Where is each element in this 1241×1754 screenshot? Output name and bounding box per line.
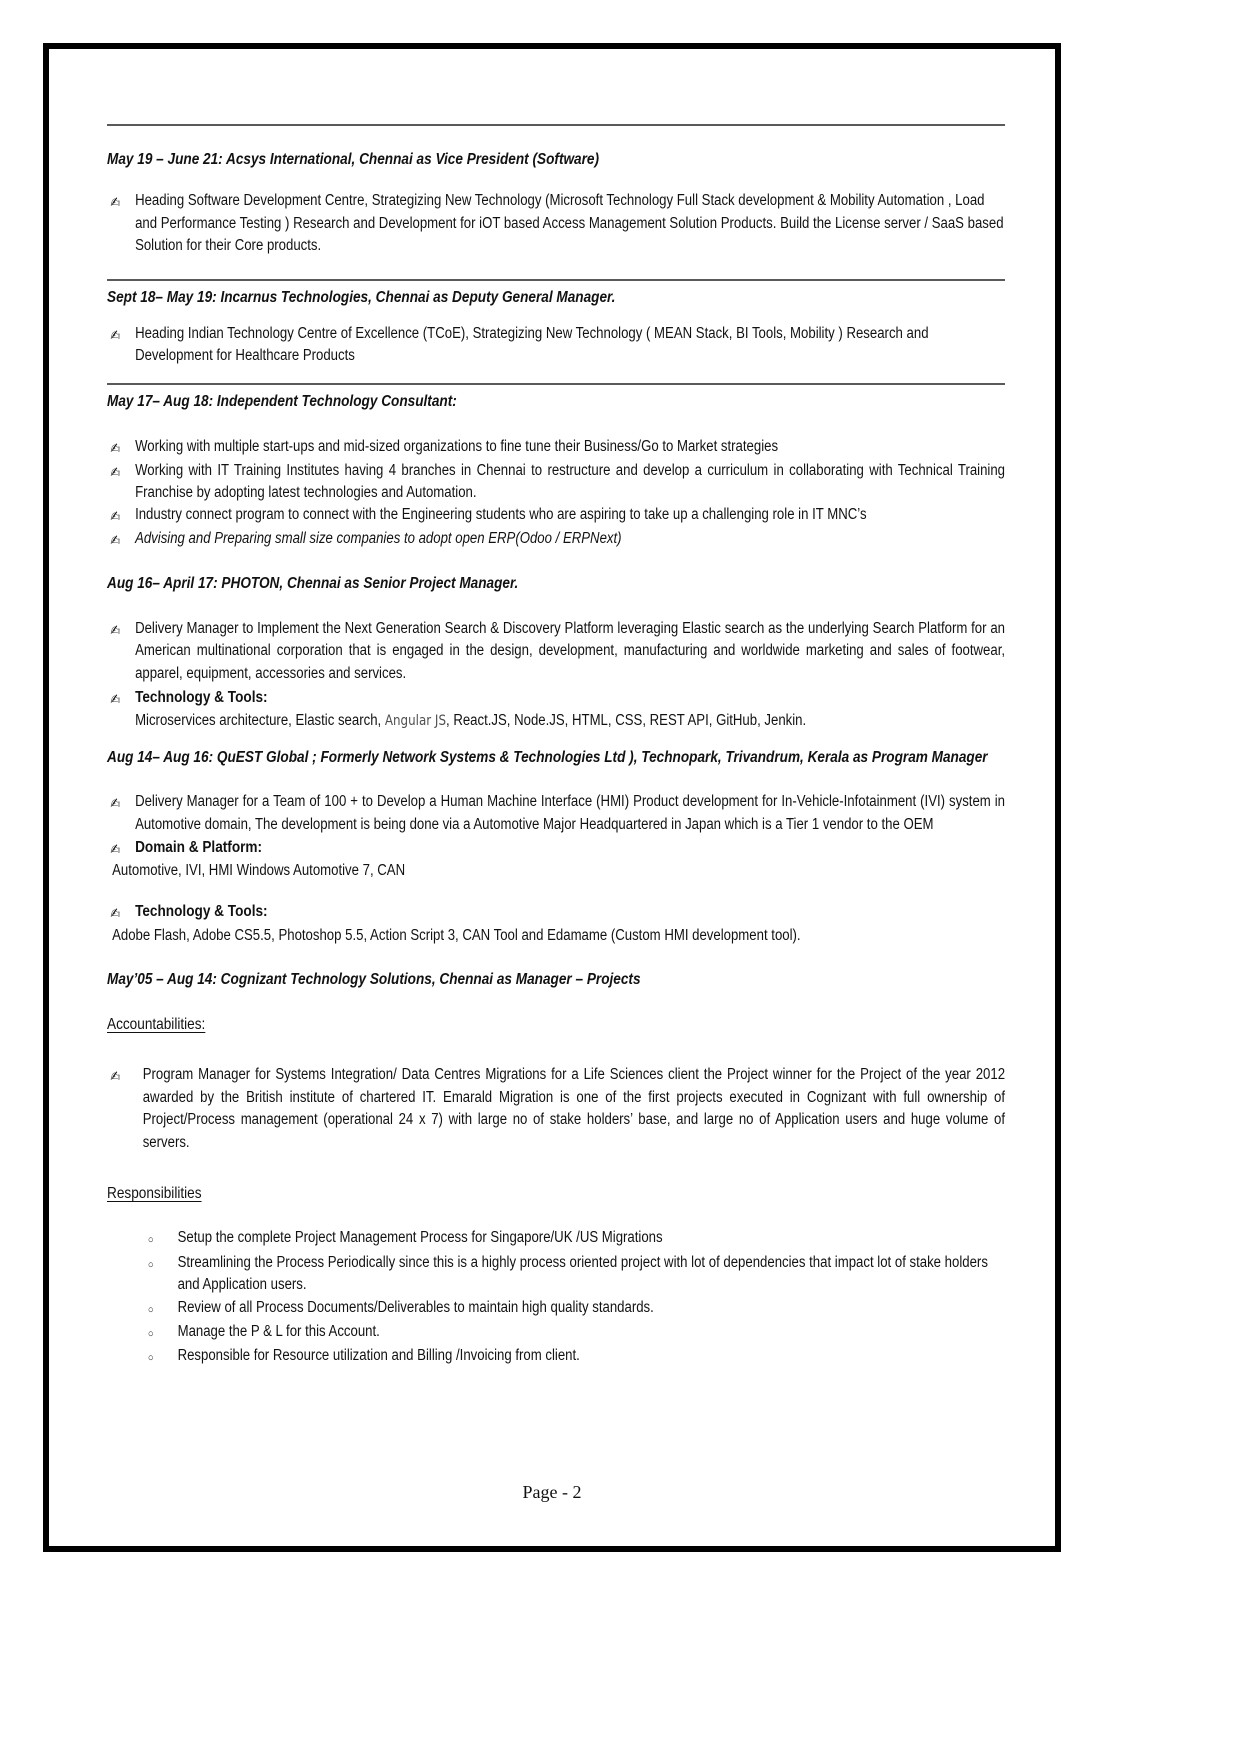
tech-tools-label: Technology & Tools: — [135, 688, 268, 706]
hand-bullet-icon: ✍ — [110, 795, 121, 812]
list-item — [107, 1345, 1005, 1369]
section-rule — [107, 383, 1005, 385]
bullet-item — [107, 528, 1005, 551]
accountabilities-label: Accountabilities: — [107, 1015, 206, 1033]
bullet-item — [107, 901, 1005, 924]
circle-bullet-icon: ○ — [147, 1303, 154, 1316]
job-title-photon: Aug 16– April 17: PHOTON, Chennai as Senior Project Manager. — [107, 575, 519, 593]
bullet-item — [107, 504, 1005, 527]
list-item-text: Responsible for Resource utilization and Billing /Invoicing from client. — [177, 1347, 580, 1365]
bullet-item — [107, 436, 1005, 459]
tech-tools-line — [107, 710, 1005, 732]
bullet-text: Delivery Manager for a Team of 100 + to Develop a Human Machine Interface (HMI) Product development for In-Vehicle-Infotainment (IVI) system in Automotive domain, The development is being done via a Automotive Major Headquartered in Japan which is a Tier 1 vendor to the OEM — [135, 793, 1006, 833]
responsibilities-label: Responsibilities — [107, 1185, 202, 1202]
document-body — [107, 49, 1005, 1370]
hand-bullet-icon: ✍ — [110, 463, 121, 480]
tech-tools-line: Adobe Flash, Adobe CS5.5, Photoshop 5.5, Action Script 3, CAN Tool and Edamame (Custom HMI development tool). — [112, 927, 801, 945]
bullet-text: Advising and Preparing small size companies to adopt open ERP(Odoo / ERPNext) — [135, 529, 622, 547]
section-rule — [107, 279, 1005, 281]
bullet-text: Heading Indian Technology Centre of Excellence (TCoE), Strategizing New Technology ( MEAN Stack, BI Tools, Mobility ) Research and Development for Healthcare Products — [135, 325, 929, 365]
circle-bullet-icon: ○ — [147, 1234, 154, 1247]
bullet-text: Delivery Manager to Implement the Next Generation Search & Discovery Platform leveraging Elastic search as the underlying Search Platform for an American multinational corporation that is engaged in the design, development, manufacturing and worldwide marketing and sales of footwear, apparel, equipment, accessories and services. — [135, 619, 1006, 682]
hand-bullet-icon: ✍ — [110, 621, 121, 638]
circle-bullet-icon: ○ — [147, 1352, 154, 1365]
hand-bullet-icon: ✍ — [110, 194, 121, 211]
bullet-item — [107, 687, 1005, 710]
circle-bullet-icon: ○ — [147, 1258, 154, 1271]
list-item-text: Manage the P & L for this Account. — [177, 1323, 380, 1341]
bullet-item — [107, 323, 1005, 368]
bullet-text: Heading Software Development Centre, Strategizing New Technology (Microsoft Technology Full Stack development & Mobility Automation , Load and Performance Testing ) Research and Development for iOT based Access Management Solution Products. Build the License server / SaaS based Solution for their Core products. — [135, 192, 1004, 255]
bullet-item — [107, 190, 1005, 257]
job-title-incarnus: Sept 18– May 19: Incarnus Technologies, Chennai as Deputy General Manager. — [107, 288, 616, 306]
hand-bullet-icon: ✍ — [110, 690, 121, 707]
responsibilities-list — [107, 1227, 1005, 1369]
circle-bullet-icon: ○ — [147, 1328, 154, 1341]
bullet-item — [107, 1064, 1005, 1154]
list-item — [107, 1227, 1005, 1251]
hand-bullet-icon: ✍ — [110, 904, 121, 921]
footer-page-number: Page - 2 — [522, 1482, 582, 1502]
hand-bullet-icon: ✍ — [110, 508, 121, 525]
bullet-item — [107, 837, 1005, 860]
job-title-quest: Aug 14– Aug 16: QuEST Global ; Formerly Network Systems & Technologies Ltd ), Technopark, Trivandrum, Kerala as Program Manager — [107, 748, 988, 766]
list-item-text: Streamlining the Process Periodically since this is a highly process oriented project with lot of dependencies that impact lot of stake holders and Application users. — [177, 1253, 988, 1294]
domain-platform-label: Domain & Platform: — [135, 838, 263, 856]
tech-text: Microservices architecture, Elastic search, — [135, 712, 385, 730]
hand-bullet-icon: ✍ — [110, 327, 121, 344]
hand-bullet-icon: ✍ — [110, 840, 121, 857]
list-item — [107, 1252, 1005, 1297]
bullet-text: Working with multiple start-ups and mid-sized organizations to fine tune their Business/Go to Market strategies — [135, 438, 779, 456]
job-title-cognizant: May’05 – Aug 14: Cognizant Technology Solutions, Chennai as Manager – Projects — [107, 970, 641, 988]
job-title-acsys: May 19 – June 21: Acsys International, Chennai as Vice President (Software) — [107, 151, 600, 168]
domain-platform-line: Automotive, IVI, HMI Windows Automotive 7, CAN — [112, 862, 406, 880]
page-border-frame — [43, 43, 1061, 1552]
bullet-item — [107, 618, 1005, 685]
bullet-list — [107, 436, 1005, 551]
list-item-text: Setup the complete Project Management Process for Singapore/UK /US Migrations — [177, 1229, 663, 1247]
tech-tools-label: Technology & Tools: — [135, 902, 268, 920]
list-item — [107, 1321, 1005, 1345]
tech-text: , React.JS, Node.JS, HTML, CSS, REST API, GitHub, Jenkin. — [446, 712, 807, 730]
hand-bullet-icon: ✍ — [110, 440, 121, 457]
bullet-item — [107, 791, 1005, 836]
list-item — [107, 1297, 1005, 1321]
section-rule — [107, 124, 1005, 126]
hand-bullet-icon: ✍ — [110, 1068, 121, 1085]
bullet-text: Program Manager for Systems Integration/ Data Centres Migrations for a Life Sciences client the Project winner for the Project of the year 2012 awarded by the British institute of chartered IT. Emarald Migration is one of the first projects executed in Cognizant with full ownership of Project/Process management (operational 24 x 7) with large no of stake holders’ base, and large no of Application users and huge volume of servers. — [142, 1066, 1006, 1151]
job-title-consultant: May 17– Aug 18: Independent Technology Consultant: — [107, 392, 457, 410]
bullet-text: Working with IT Training Institutes having 4 branches in Chennai to restructure and develop a curriculum in collaborating with Technical Training Franchise by adopting latest technologies and Automation. — [135, 461, 1006, 502]
tech-text-angular: Angular JS — [384, 713, 447, 730]
bullet-item — [107, 460, 1005, 505]
list-item-text: Review of all Process Documents/Deliverables to maintain high quality standards. — [177, 1298, 654, 1316]
hand-bullet-icon: ✍ — [110, 531, 121, 548]
bullet-text: Industry connect program to connect with the Engineering students who are aspiring to take up a challenging role in IT MNC’s — [135, 506, 867, 524]
